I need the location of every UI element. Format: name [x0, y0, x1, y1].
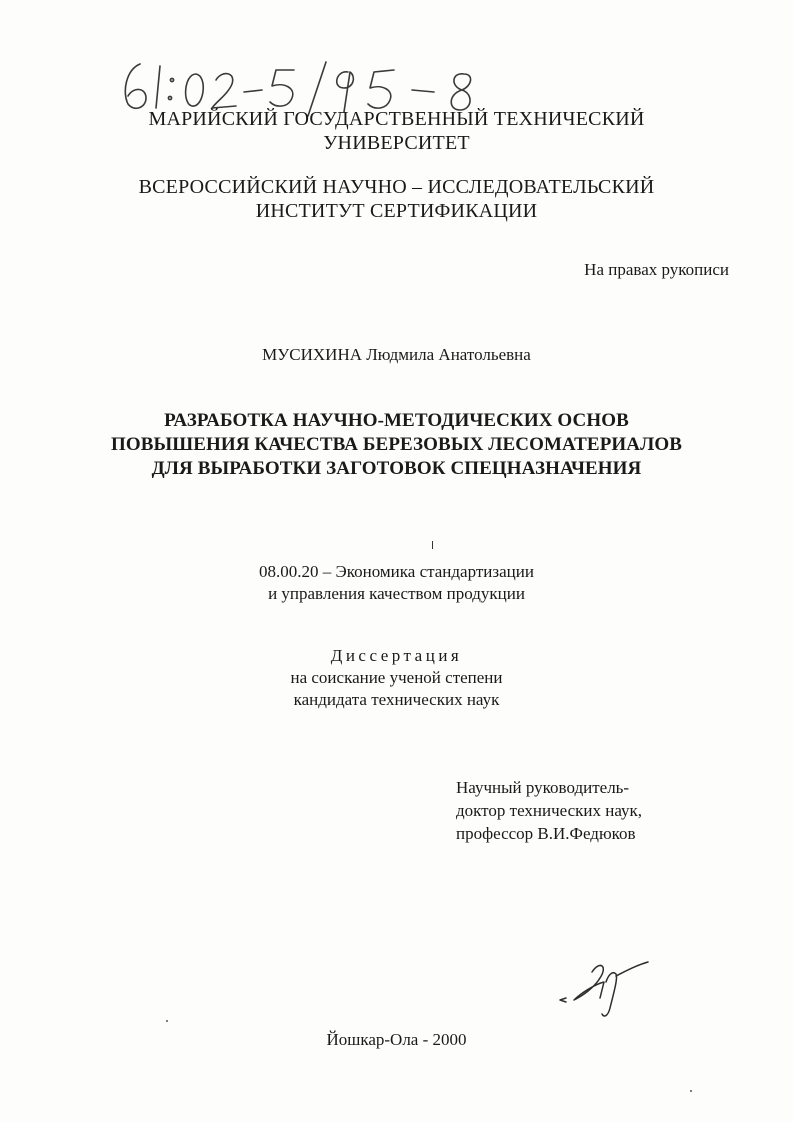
- institution-1-line-2: УНИВЕРСИТЕТ: [323, 132, 470, 154]
- dissertation-line-1: на соискание ученой степени: [290, 668, 503, 687]
- scan-speck: [166, 1020, 168, 1022]
- title-line-1: РАЗРАБОТКА НАУЧНО-МЕТОДИЧЕСКИХ ОСНОВ: [164, 410, 629, 431]
- institution-1-line-1: МАРИЙСКИЙ ГОСУДАРСТВЕННЫЙ ТЕХНИЧЕСКИЙ: [148, 108, 645, 130]
- title-line-3: ДЛЯ ВЫРАБОТКИ ЗАГОТОВОК СПЕЦНАЗНАЧЕНИЯ: [151, 458, 642, 479]
- handwritten-signature: [552, 952, 662, 1022]
- scan-mark: [432, 541, 433, 549]
- institution-2-line-2: ИНСТИТУТ СЕРТИФИКАЦИИ: [255, 200, 538, 222]
- dissertation-heading: Диссертация: [330, 646, 463, 665]
- advisor-line-3: профессор В.И.Федюков: [456, 824, 636, 843]
- advisor-line-2: доктор технических наук,: [456, 801, 643, 820]
- dissertation-line-2: кандидата технических наук: [293, 690, 500, 709]
- specialty-line-2: и управления качеством продукции: [268, 584, 525, 603]
- advisor-line-1: Научный руководитель-: [456, 778, 630, 797]
- institution-2-line-1: ВСЕРОССИЙСКИЙ НАУЧНО – ИССЛЕДОВАТЕЛЬСКИЙ: [138, 176, 655, 198]
- title-line-2: ПОВЫШЕНИЯ КАЧЕСТВА БЕРЕЗОВЫХ ЛЕСОМАТЕРИАЛОВ: [110, 434, 683, 455]
- specialty-line-1: 08.00.20 – Экономика стандартизации: [259, 562, 534, 581]
- manuscript-rights-note: На правах рукописи: [584, 260, 729, 279]
- scan-speck: [690, 1090, 692, 1092]
- author-name: МУСИХИНА Людмила Анатольевна: [262, 345, 531, 364]
- place-and-year: Йошкар-Ола - 2000: [326, 1030, 467, 1049]
